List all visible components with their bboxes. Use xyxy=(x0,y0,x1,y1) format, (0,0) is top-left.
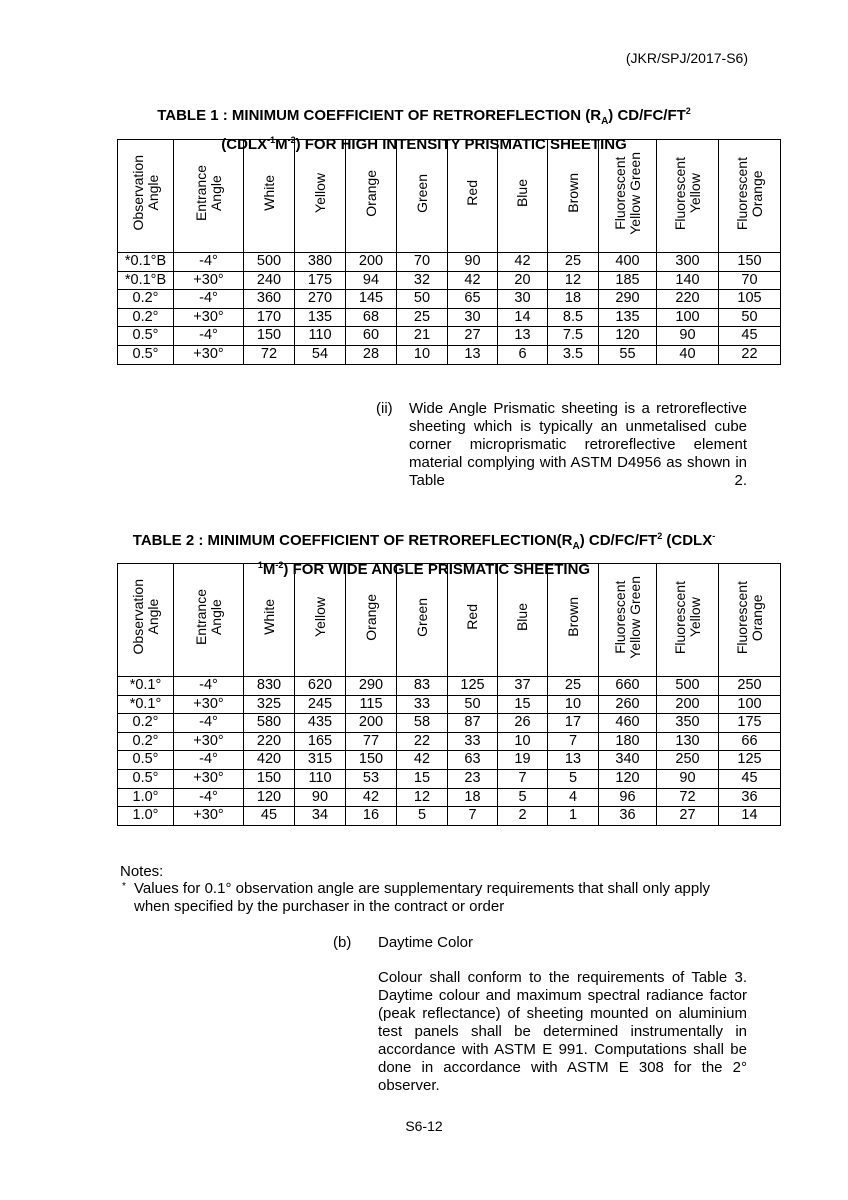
table-cell: 105 xyxy=(719,290,781,309)
table-cell: 50 xyxy=(397,290,448,309)
table-cell: 90 xyxy=(448,253,498,272)
table-cell: 5 xyxy=(397,807,448,826)
list-marker-ii: (ii) xyxy=(376,400,393,417)
table-cell: 33 xyxy=(448,732,498,751)
column-header xyxy=(448,564,498,677)
column-header-label: Yellow xyxy=(311,173,328,214)
table1 xyxy=(117,139,781,365)
daytime-color-description: Colour shall conform to the requirements of Table 3. Daytime colour and maximum spectral radiance factor (peak reflectance) of sheeting mounted on aluminium test panels shall be determined instrumentally in accordance with ASTM E 991. Computations shall be done in accordance with ASTM E 308 for the 2° observer. xyxy=(378,969,747,1094)
column-header xyxy=(548,564,599,677)
column-header-label: Fluorescent Yellow xyxy=(671,156,703,230)
table-row xyxy=(118,695,781,714)
table-cell: 21 xyxy=(397,327,448,346)
table-row xyxy=(118,327,781,346)
column-header-label: Green xyxy=(413,173,430,213)
table-cell: 25 xyxy=(397,308,448,327)
table-cell: 0.5° xyxy=(118,327,174,346)
table-cell: 250 xyxy=(719,677,781,696)
table-cell: 145 xyxy=(346,290,397,309)
table-cell: 77 xyxy=(346,732,397,751)
column-header xyxy=(397,140,448,253)
column-header xyxy=(244,140,295,253)
table-cell: 300 xyxy=(657,253,719,272)
table-cell: +30° xyxy=(174,308,244,327)
table-cell: 53 xyxy=(346,769,397,788)
table-cell: 7.5 xyxy=(548,327,599,346)
table-cell: 90 xyxy=(657,769,719,788)
table-row xyxy=(118,751,781,770)
table-cell: 15 xyxy=(397,769,448,788)
table-cell: -4° xyxy=(174,788,244,807)
table-cell: 110 xyxy=(295,327,346,346)
table-cell: 58 xyxy=(397,714,448,733)
table-cell: 150 xyxy=(244,769,295,788)
table-cell: 175 xyxy=(295,271,346,290)
table-row xyxy=(118,345,781,364)
table-cell: 27 xyxy=(657,807,719,826)
column-header xyxy=(548,140,599,253)
table-cell: 170 xyxy=(244,308,295,327)
table-row xyxy=(118,788,781,807)
table-cell: 0.5° xyxy=(118,345,174,364)
table-cell: -4° xyxy=(174,714,244,733)
table-cell: 620 xyxy=(295,677,346,696)
table-cell: 115 xyxy=(346,695,397,714)
column-header-label: Red xyxy=(464,180,480,207)
table-cell: -4° xyxy=(174,677,244,696)
table-row xyxy=(118,714,781,733)
table-cell: 200 xyxy=(657,695,719,714)
table-cell: 7 xyxy=(548,732,599,751)
column-header-label: Brown xyxy=(564,597,581,638)
table-cell: 13 xyxy=(548,751,599,770)
table-cell: 2 xyxy=(498,807,548,826)
table2 xyxy=(117,563,781,826)
table-cell: 250 xyxy=(657,751,719,770)
column-header-label: Entrance Angle xyxy=(192,165,224,222)
table-cell: 200 xyxy=(346,253,397,272)
table-cell: 63 xyxy=(448,751,498,770)
table-cell: 100 xyxy=(657,308,719,327)
table-row xyxy=(118,732,781,751)
notes-line-2: when specified by the purchaser in the contract or order xyxy=(134,898,505,915)
table-cell: 25 xyxy=(548,677,599,696)
table-row xyxy=(118,769,781,788)
table-cell: 25 xyxy=(548,253,599,272)
table-cell: 380 xyxy=(295,253,346,272)
table-cell: 240 xyxy=(244,271,295,290)
table-cell: 220 xyxy=(244,732,295,751)
table-cell: 96 xyxy=(599,788,657,807)
table-cell: 830 xyxy=(244,677,295,696)
table-cell: 45 xyxy=(719,327,781,346)
table-cell: 60 xyxy=(346,327,397,346)
page-number: S6-12 xyxy=(405,1118,443,1134)
table-cell: +30° xyxy=(174,769,244,788)
table-cell: 290 xyxy=(599,290,657,309)
table-cell: 12 xyxy=(397,788,448,807)
table-cell: 135 xyxy=(599,308,657,327)
table-cell: 42 xyxy=(498,253,548,272)
table1-title-line1: TABLE 1 : MINIMUM COEFFICIENT OF RETROREFLECTION $(R_A)$ $CD/FC/FT^2$ xyxy=(157,106,691,127)
table-cell: 30 xyxy=(448,308,498,327)
column-header xyxy=(448,140,498,253)
table-cell: 87 xyxy=(448,714,498,733)
table-cell: 135 xyxy=(295,308,346,327)
table-cell: 5 xyxy=(498,788,548,807)
section-heading-daytime-color: Daytime Color xyxy=(378,934,474,951)
notes-line-1: Values for 0.1° observation angle are supplementary requirements that shall only apply xyxy=(134,880,711,897)
table-cell: 14 xyxy=(719,807,781,826)
table-row xyxy=(118,308,781,327)
table-cell: 70 xyxy=(397,253,448,272)
table-cell: 16 xyxy=(346,807,397,826)
column-header-label: Yellow xyxy=(311,597,328,638)
table-cell: 12 xyxy=(548,271,599,290)
column-header xyxy=(498,140,548,253)
table-cell: 165 xyxy=(295,732,346,751)
table2-title-line1: TABLE 2 : MINIMUM COEFFICIENT OF $RETROREFLECTION(R_A)$ $CD/FC/FT^2$ (CDLX- xyxy=(132,531,716,552)
table-cell: 10 xyxy=(548,695,599,714)
table-cell: 220 xyxy=(657,290,719,309)
table-cell: 54 xyxy=(295,345,346,364)
table-cell: 120 xyxy=(599,769,657,788)
column-header xyxy=(174,564,244,677)
table-cell: 66 xyxy=(719,732,781,751)
table-cell: 270 xyxy=(295,290,346,309)
table-cell: 14 xyxy=(498,308,548,327)
table-cell: 6 xyxy=(498,345,548,364)
table-cell: 18 xyxy=(448,788,498,807)
table-cell: 120 xyxy=(244,788,295,807)
table-cell: 17 xyxy=(548,714,599,733)
table-cell: 1.0° xyxy=(118,788,174,807)
column-header xyxy=(657,564,719,677)
table-cell: *0.1°B xyxy=(118,253,174,272)
column-header xyxy=(295,564,346,677)
column-header xyxy=(174,140,244,253)
table-cell: 15 xyxy=(498,695,548,714)
column-header xyxy=(295,140,346,253)
column-header-label: Fluorescent Yellow Green xyxy=(611,575,643,659)
table-cell: 42 xyxy=(346,788,397,807)
table-row xyxy=(118,290,781,309)
table-cell: -4° xyxy=(174,751,244,770)
table-cell: 68 xyxy=(346,308,397,327)
table-cell: 13 xyxy=(498,327,548,346)
table-cell: 125 xyxy=(448,677,498,696)
table-cell: 42 xyxy=(397,751,448,770)
table-cell: 350 xyxy=(657,714,719,733)
column-header xyxy=(599,140,657,253)
wide-angle-description: Wide Angle Prismatic sheeting is a retroreflective sheeting which is typically an unmetalised cube corner microprismatic retroreflective element material complying with ASTM D4956 as shown in Table 2. xyxy=(409,400,747,489)
table-cell: 500 xyxy=(244,253,295,272)
table-cell: 37 xyxy=(498,677,548,696)
table-cell: 45 xyxy=(719,769,781,788)
table-cell: 0.5° xyxy=(118,769,174,788)
column-header xyxy=(498,564,548,677)
table-cell: 0.2° xyxy=(118,308,174,327)
table-cell: 26 xyxy=(498,714,548,733)
notes-label: Notes: xyxy=(120,863,164,880)
table-cell: 72 xyxy=(244,345,295,364)
column-header xyxy=(657,140,719,253)
column-header xyxy=(719,564,781,677)
table-row xyxy=(118,271,781,290)
table-cell: 500 xyxy=(657,677,719,696)
table-cell: +30° xyxy=(174,807,244,826)
table-cell: 660 xyxy=(599,677,657,696)
column-header xyxy=(397,564,448,677)
table-cell: 27 xyxy=(448,327,498,346)
table-cell: 50 xyxy=(719,308,781,327)
table-cell: +30° xyxy=(174,271,244,290)
table-cell: *0.1° xyxy=(118,695,174,714)
column-header-label: White xyxy=(260,175,277,212)
table-cell: 20 xyxy=(498,271,548,290)
table-cell: 200 xyxy=(346,714,397,733)
column-header-label: Green xyxy=(413,597,430,637)
table-cell: 0.2° xyxy=(118,732,174,751)
column-header-label: Observation Angle xyxy=(129,579,161,655)
table-cell: 8.5 xyxy=(548,308,599,327)
section-marker-b: (b) xyxy=(333,934,352,951)
table-cell: 150 xyxy=(346,751,397,770)
column-header-label: Observation Angle xyxy=(129,155,161,231)
table-cell: 40 xyxy=(657,345,719,364)
table-cell: 7 xyxy=(498,769,548,788)
table-cell: 175 xyxy=(719,714,781,733)
table-row xyxy=(118,253,781,272)
table-cell: 120 xyxy=(599,327,657,346)
table-cell: 0.2° xyxy=(118,290,174,309)
table-cell: 125 xyxy=(719,751,781,770)
table-row xyxy=(118,677,781,696)
table-cell: 19 xyxy=(498,751,548,770)
column-header xyxy=(244,564,295,677)
table-cell: 100 xyxy=(719,695,781,714)
table-cell: 110 xyxy=(295,769,346,788)
column-header-label: Orange xyxy=(362,169,379,217)
table-cell: -4° xyxy=(174,253,244,272)
table-cell: 55 xyxy=(599,345,657,364)
table-cell: 5 xyxy=(548,769,599,788)
table-cell: 315 xyxy=(295,751,346,770)
table-cell: 30 xyxy=(498,290,548,309)
table-cell: 360 xyxy=(244,290,295,309)
table-cell: 140 xyxy=(657,271,719,290)
column-header-label: Red xyxy=(464,604,480,631)
table-cell: 45 xyxy=(244,807,295,826)
table2-title-line2: $^1M^{-2}$) FOR WIDE ANGLE PRISMATIC SHEETING xyxy=(257,560,591,578)
table-cell: 290 xyxy=(346,677,397,696)
table-cell: 1 xyxy=(548,807,599,826)
column-header-label: Blue xyxy=(514,179,530,208)
column-header xyxy=(719,140,781,253)
column-header xyxy=(346,564,397,677)
table-cell: 22 xyxy=(719,345,781,364)
table-cell: -4° xyxy=(174,290,244,309)
table-cell: 10 xyxy=(498,732,548,751)
table-cell: 340 xyxy=(599,751,657,770)
table-cell: 420 xyxy=(244,751,295,770)
table-cell: 460 xyxy=(599,714,657,733)
column-header xyxy=(118,140,174,253)
table-row xyxy=(118,807,781,826)
table-cell: 0.2° xyxy=(118,714,174,733)
table-cell: 83 xyxy=(397,677,448,696)
table-cell: 34 xyxy=(295,807,346,826)
column-header xyxy=(599,564,657,677)
column-header-label: Entrance Angle xyxy=(192,589,224,646)
table-cell: 435 xyxy=(295,714,346,733)
table-cell: 90 xyxy=(657,327,719,346)
table-cell: 185 xyxy=(599,271,657,290)
table-cell: 42 xyxy=(448,271,498,290)
table1-title-line2: $(CDLX^{-1}M^{-2})$ FOR HIGH INTENSITY PRISMATIC SHEETING xyxy=(221,135,627,153)
column-header xyxy=(346,140,397,253)
table-cell: 32 xyxy=(397,271,448,290)
table-cell: 18 xyxy=(548,290,599,309)
table-cell: 400 xyxy=(599,253,657,272)
column-header-label: Fluorescent Orange xyxy=(733,580,765,654)
document-reference: (JKR/SPJ/2017-S6) xyxy=(625,50,748,66)
table-cell: 72 xyxy=(657,788,719,807)
table-cell: 580 xyxy=(244,714,295,733)
table-cell: 36 xyxy=(599,807,657,826)
column-header-label: Fluorescent Orange xyxy=(733,156,765,230)
table-cell: 94 xyxy=(346,271,397,290)
table-cell: 260 xyxy=(599,695,657,714)
table-cell: -4° xyxy=(174,327,244,346)
table-cell: 7 xyxy=(448,807,498,826)
table-cell: +30° xyxy=(174,345,244,364)
table-cell: 4 xyxy=(548,788,599,807)
table-cell: 3.5 xyxy=(548,345,599,364)
table-cell: 180 xyxy=(599,732,657,751)
table-cell: *0.1°B xyxy=(118,271,174,290)
table-cell: +30° xyxy=(174,732,244,751)
table-cell: 65 xyxy=(448,290,498,309)
table-cell: 33 xyxy=(397,695,448,714)
notes-asterisk: * xyxy=(122,881,126,892)
column-header-label: White xyxy=(260,599,277,636)
table-cell: 70 xyxy=(719,271,781,290)
table-cell: 90 xyxy=(295,788,346,807)
table-cell: 10 xyxy=(397,345,448,364)
table-cell: 150 xyxy=(719,253,781,272)
table-cell: *0.1° xyxy=(118,677,174,696)
column-header xyxy=(118,564,174,677)
table-cell: 325 xyxy=(244,695,295,714)
table-cell: 50 xyxy=(448,695,498,714)
table-cell: 23 xyxy=(448,769,498,788)
table-cell: 13 xyxy=(448,345,498,364)
table-cell: 1.0° xyxy=(118,807,174,826)
column-header-label: Blue xyxy=(514,603,530,632)
table-cell: 36 xyxy=(719,788,781,807)
table-cell: 28 xyxy=(346,345,397,364)
column-header-label: Brown xyxy=(564,173,581,214)
column-header-label: Fluorescent Yellow xyxy=(671,580,703,654)
table-cell: 245 xyxy=(295,695,346,714)
table-cell: +30° xyxy=(174,695,244,714)
table-cell: 0.5° xyxy=(118,751,174,770)
table-cell: 130 xyxy=(657,732,719,751)
table-cell: 22 xyxy=(397,732,448,751)
column-header-label: Fluorescent Yellow Green xyxy=(611,151,643,235)
column-header-label: Orange xyxy=(362,593,379,641)
table-cell: 150 xyxy=(244,327,295,346)
